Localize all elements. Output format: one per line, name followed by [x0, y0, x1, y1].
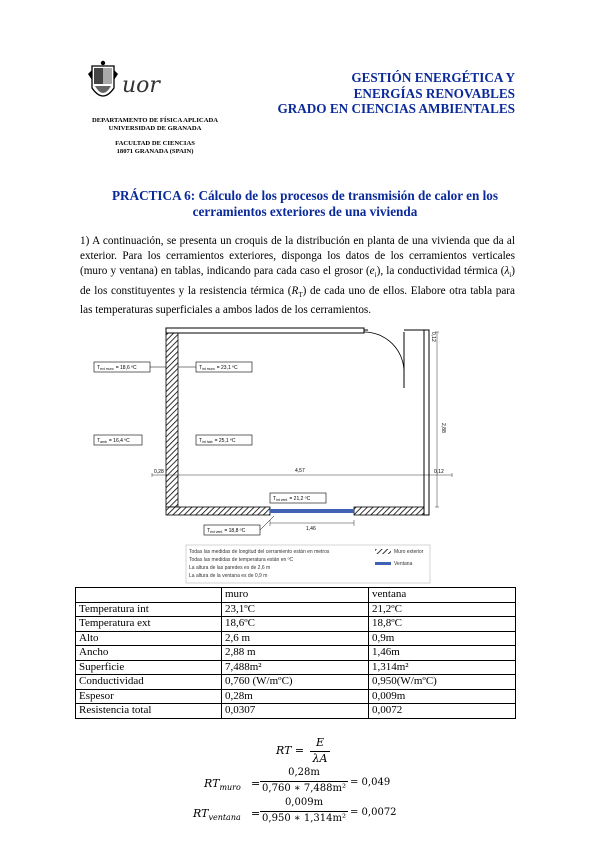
- svg-text:Text muro= 18,6 ºC: $T_{ext muro} = 18,6$ ºC: [97, 365, 137, 371]
- svg-text:Todas las medidas de longitud: Todas las medidas de longitud del cerramiento están en metros: [189, 549, 330, 555]
- bottom-wall-left: [166, 507, 270, 515]
- university-logo: [88, 60, 193, 110]
- table-cell: Alto: [76, 631, 222, 646]
- table-cell: 0,28m: [222, 689, 369, 704]
- svg-text:1,46: 1,46: [306, 526, 316, 532]
- table-row: [76, 689, 516, 704]
- symbol-lambda-sub: i: [509, 271, 512, 280]
- rt-ventana-fraction-bar: [260, 811, 348, 812]
- rt-denominator: λA: [312, 752, 328, 765]
- svg-text:0,12: 0,12: [430, 332, 436, 342]
- rt-ventana-result: = 0,0072: [350, 807, 397, 818]
- department-block: [80, 117, 230, 133]
- table-cell: 0,760 (W/mºC): [222, 675, 369, 690]
- formulas-block: [0, 730, 600, 848]
- table-row: [76, 602, 516, 617]
- rt-muro-numerator: 0,28m: [288, 767, 320, 778]
- window-bar: [270, 509, 354, 513]
- course-header: [215, 70, 515, 117]
- svg-text:Muro exterior: Muro exterior: [394, 549, 424, 555]
- table-row: [76, 675, 516, 690]
- svg-text:La altura de las paredes es de: La altura de las paredes es de 2,6 m: [189, 565, 271, 571]
- floor-plan-figure: [92, 318, 532, 588]
- table-cell: 0,9m: [369, 631, 516, 646]
- symbol-e: e: [369, 265, 375, 278]
- top-wall: [166, 328, 364, 333]
- rt-ventana-lhs: $RT_{ventana}$: [193, 807, 241, 823]
- para-text-1: 1) A continuación, se presenta un croquis de la distribución en planta de una vivienda que da al exterior. Para los cerramientos exteriores, disponga los datos de los cerramientos verticales (muro y ventana) en tablas, indicando para cada caso el grosor (: [80, 235, 515, 278]
- svg-text:0,28: 0,28: [154, 469, 164, 475]
- svg-text:Tint vent= 21,2 ºC: $T_{int vent} = 21,2$ ºC: [273, 496, 311, 502]
- symbol-e-sub: i: [374, 271, 377, 280]
- course-line-3: GRADO EN CIENCIAS AMBIENTALES: [277, 101, 515, 116]
- table-row: [76, 646, 516, 661]
- rt-muro-eq: =: [251, 777, 261, 790]
- table-header-cell: muro: [222, 588, 369, 603]
- university-name: UNIVERSIDAD DE GRANADA: [108, 125, 202, 132]
- rt-muro-result: = 0,049: [350, 777, 391, 788]
- data-table: [75, 587, 516, 719]
- svg-text:La altura de la ventana es de: La altura de la ventana es de 0,9 m: [189, 573, 268, 579]
- table-cell: 7,488m²: [222, 660, 369, 675]
- table-cell: 18,6ºC: [222, 617, 369, 632]
- bottom-wall-right: [354, 507, 428, 515]
- table-header-cell: [76, 588, 222, 603]
- symbol-r-sub: T: [298, 291, 303, 300]
- table-cell: Espesor: [76, 689, 222, 704]
- table-cell: 1,46m: [369, 646, 516, 661]
- rt-numerator: E: [315, 736, 325, 749]
- table-cell: Conductividad: [76, 675, 222, 690]
- svg-text:Todas las medidas de temperatu: Todas las medidas de temperatura están en ºC: [189, 557, 294, 563]
- table-cell: 1,314m²: [369, 660, 516, 675]
- para-text-4: ) de cada uno de ellos. Elabore otra tabla para las temperaturas superficiales a ambos lados de los cerramientos.: [80, 284, 515, 317]
- department-name: DEPARTAMENTO DE FÍSICA APLICADA: [92, 117, 218, 124]
- instructions-paragraph: [80, 234, 515, 318]
- practice-title: [80, 188, 530, 220]
- symbol-lambda: λ: [504, 265, 510, 278]
- svg-text:2,88: 2,88: [440, 423, 446, 433]
- table-cell: 21,2ºC: [369, 602, 516, 617]
- table-row: [76, 617, 516, 632]
- para-text-3: ) de los constituyentes y la resistencia térmica (: [80, 265, 515, 297]
- rt-ventana-eq: =: [251, 807, 261, 820]
- rt-muro-denominator: 0,760 ∗ 7,488m²: [262, 783, 346, 794]
- svg-text:Tamb= 16,4 ºC: $T_{amb} = 16,4$ ºC: [97, 438, 130, 444]
- table-cell: 2,6 m: [222, 631, 369, 646]
- svg-text:Text vent= 18,8 ºC: $T_{ext vent} = 18,8$ ºC: [207, 528, 246, 534]
- rt-ventana-denominator: 0,950 ∗ 1,314m²: [262, 813, 346, 824]
- table-row: [76, 631, 516, 646]
- title-line-1: PRÁCTICA 6: Cálculo de los procesos de transmisión de calor en los: [112, 188, 498, 203]
- logo-text: uor: [122, 73, 160, 98]
- rt-ventana-numerator: 0,009m: [284, 797, 324, 808]
- table-header-row: [76, 588, 516, 603]
- table-row: [76, 660, 516, 675]
- svg-text:0,12: 0,12: [434, 469, 444, 475]
- faculty-address: 18071 GRANADA (SPAIN): [116, 148, 194, 155]
- para-text-2: ), la conductividad térmica (: [376, 265, 505, 278]
- faculty-block: [100, 140, 210, 156]
- table-row: [76, 704, 516, 719]
- symbol-r: R: [291, 284, 299, 297]
- svg-text:Ventana: Ventana: [394, 561, 413, 567]
- left-wall: [166, 332, 178, 507]
- table-cell: 2,88 m: [222, 646, 369, 661]
- table-cell: 23,1ºC: [222, 602, 369, 617]
- svg-text:Tint muro= 23,1 ºC: $T_{int muro} = 23,1$ ºC: [199, 365, 238, 371]
- rt-muro-fraction-bar: [260, 781, 348, 782]
- rt-lhs: RT =: [276, 744, 305, 757]
- faculty-name: FACULTAD DE CIENCIAS: [115, 140, 195, 147]
- table-cell: 0,0307: [222, 704, 369, 719]
- table-cell: Superficie: [76, 660, 222, 675]
- table-cell: 0,950(W/mºC): [369, 675, 516, 690]
- svg-text:Tint hab= 25,1 ºC: $T_{int hab} = 25,1$ ºC: [199, 438, 236, 444]
- svg-text:4,57: 4,57: [295, 468, 305, 474]
- table-header-cell: ventana: [369, 588, 516, 603]
- course-line-2: ENERGÍAS RENOVABLES: [353, 85, 515, 101]
- table-cell: Temperatura ext: [76, 617, 222, 632]
- table-cell: 18,8ºC: [369, 617, 516, 632]
- table-cell: Temperatura int: [76, 602, 222, 617]
- table-cell: Ancho: [76, 646, 222, 661]
- table-cell: 0,009m: [369, 689, 516, 704]
- door-arc: [364, 332, 404, 372]
- crest-icon: [88, 61, 118, 96]
- title-line-2: cerramientos exteriores de una vivienda: [192, 204, 418, 219]
- right-wall: [424, 330, 429, 515]
- rt-muro-lhs: $RT_{muro}$: [204, 777, 241, 793]
- table-cell: 0,0072: [369, 704, 516, 719]
- course-line-1: GESTIÓN ENERGÉTICA Y: [351, 70, 515, 85]
- table-cell: Resistencia total: [76, 704, 222, 719]
